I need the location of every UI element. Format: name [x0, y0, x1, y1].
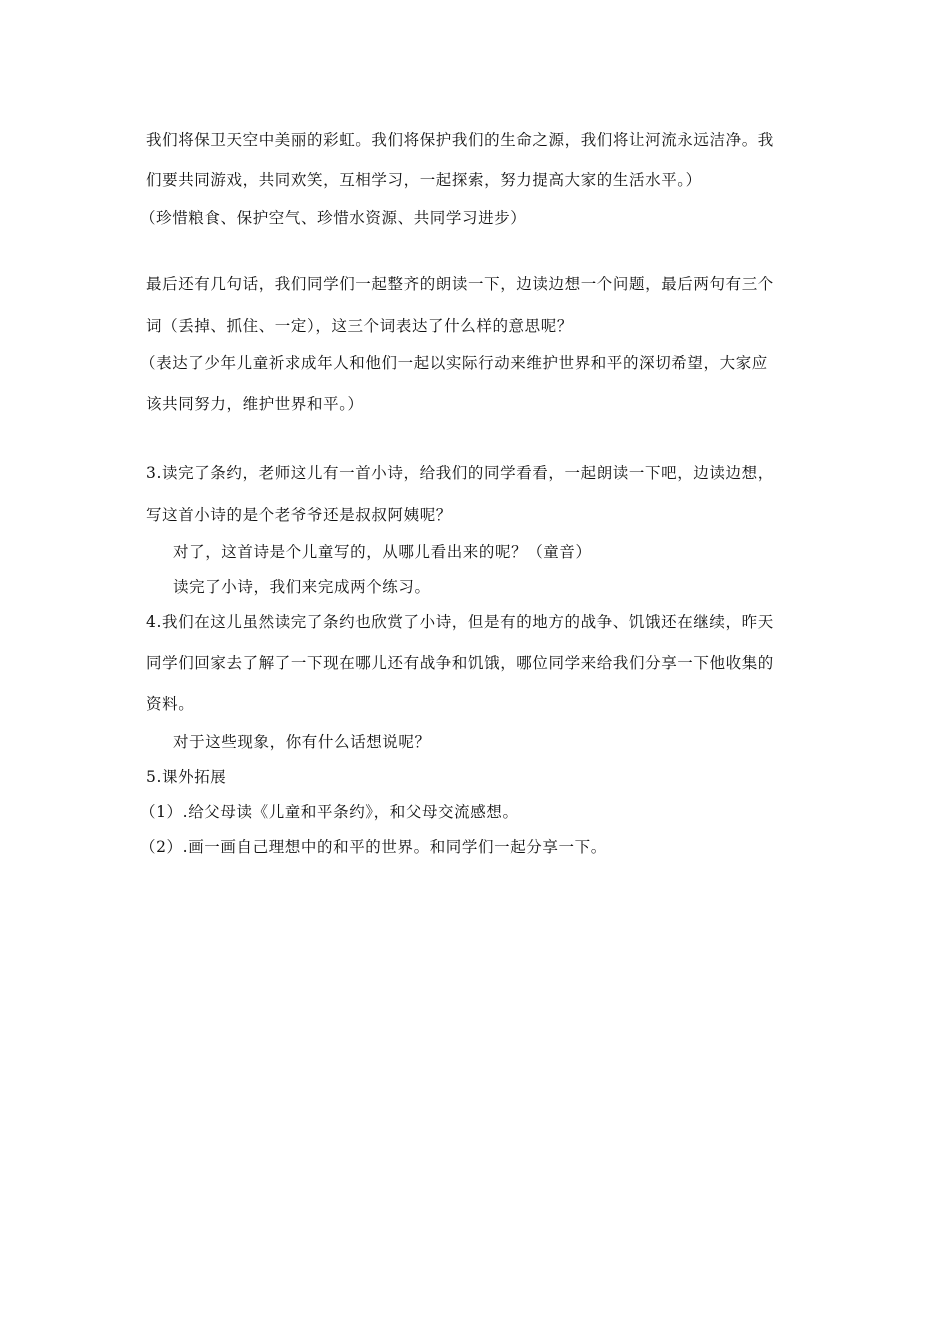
text-line: 4.我们在这儿虽然读完了条约也欣赏了小诗，但是有的地方的战争、饥饿还在继续，昨天 — [146, 613, 774, 631]
text-line: 该共同努力，维护世界和平。） — [146, 395, 364, 413]
text-line: 读完了小诗，我们来完成两个练习。 — [173, 578, 431, 596]
text-line: 最后还有几句话，我们同学们一起整齐的朗读一下，边读边想一个问题，最后两句有三个 — [146, 275, 774, 293]
text-line: 我们将保卫天空中美丽的彩虹。我们将保护我们的生命之源，我们将让河流永远洁净。我 — [146, 131, 774, 149]
section-heading: 5.课外拓展 — [146, 768, 227, 786]
text-line: 对了，这首诗是个儿童写的，从哪儿看出来的呢？（童音） — [173, 543, 592, 561]
text-line: 对于这些现象，你有什么话想说呢？ — [173, 733, 431, 751]
text-line: 写这首小诗的是个老爷爷还是叔叔阿姨呢？ — [146, 506, 452, 524]
text-line: 资料。 — [146, 695, 195, 713]
text-line: 词（丢掉、抓住、一定），这三个词表达了什么样的意思呢？ — [146, 317, 573, 335]
text-line: 同学们回家去了解了一下现在哪儿还有战争和饥饿，哪位同学来给我们分享一下他收集的 — [146, 654, 774, 672]
text-line: 们要共同游戏，共同欢笑，互相学习，一起探索，努力提高大家的生活水平。） — [146, 171, 702, 189]
text-line: （表达了少年儿童祈求成年人和他们一起以实际行动来维护世界和平的深切希望，大家应 — [140, 354, 768, 372]
list-item: （1）.给父母读《儿童和平条约》，和父母交流感想。 — [140, 803, 519, 821]
list-item: （2）.画一画自己理想中的和平的世界。和同学们一起分享一下。 — [140, 838, 607, 856]
text-line: 3.读完了条约，老师这儿有一首小诗，给我们的同学看看，一起朗读一下吧，边读边想， — [146, 464, 774, 482]
text-line: （珍惜粮食、保护空气、珍惜水资源、共同学习进步） — [140, 209, 527, 227]
